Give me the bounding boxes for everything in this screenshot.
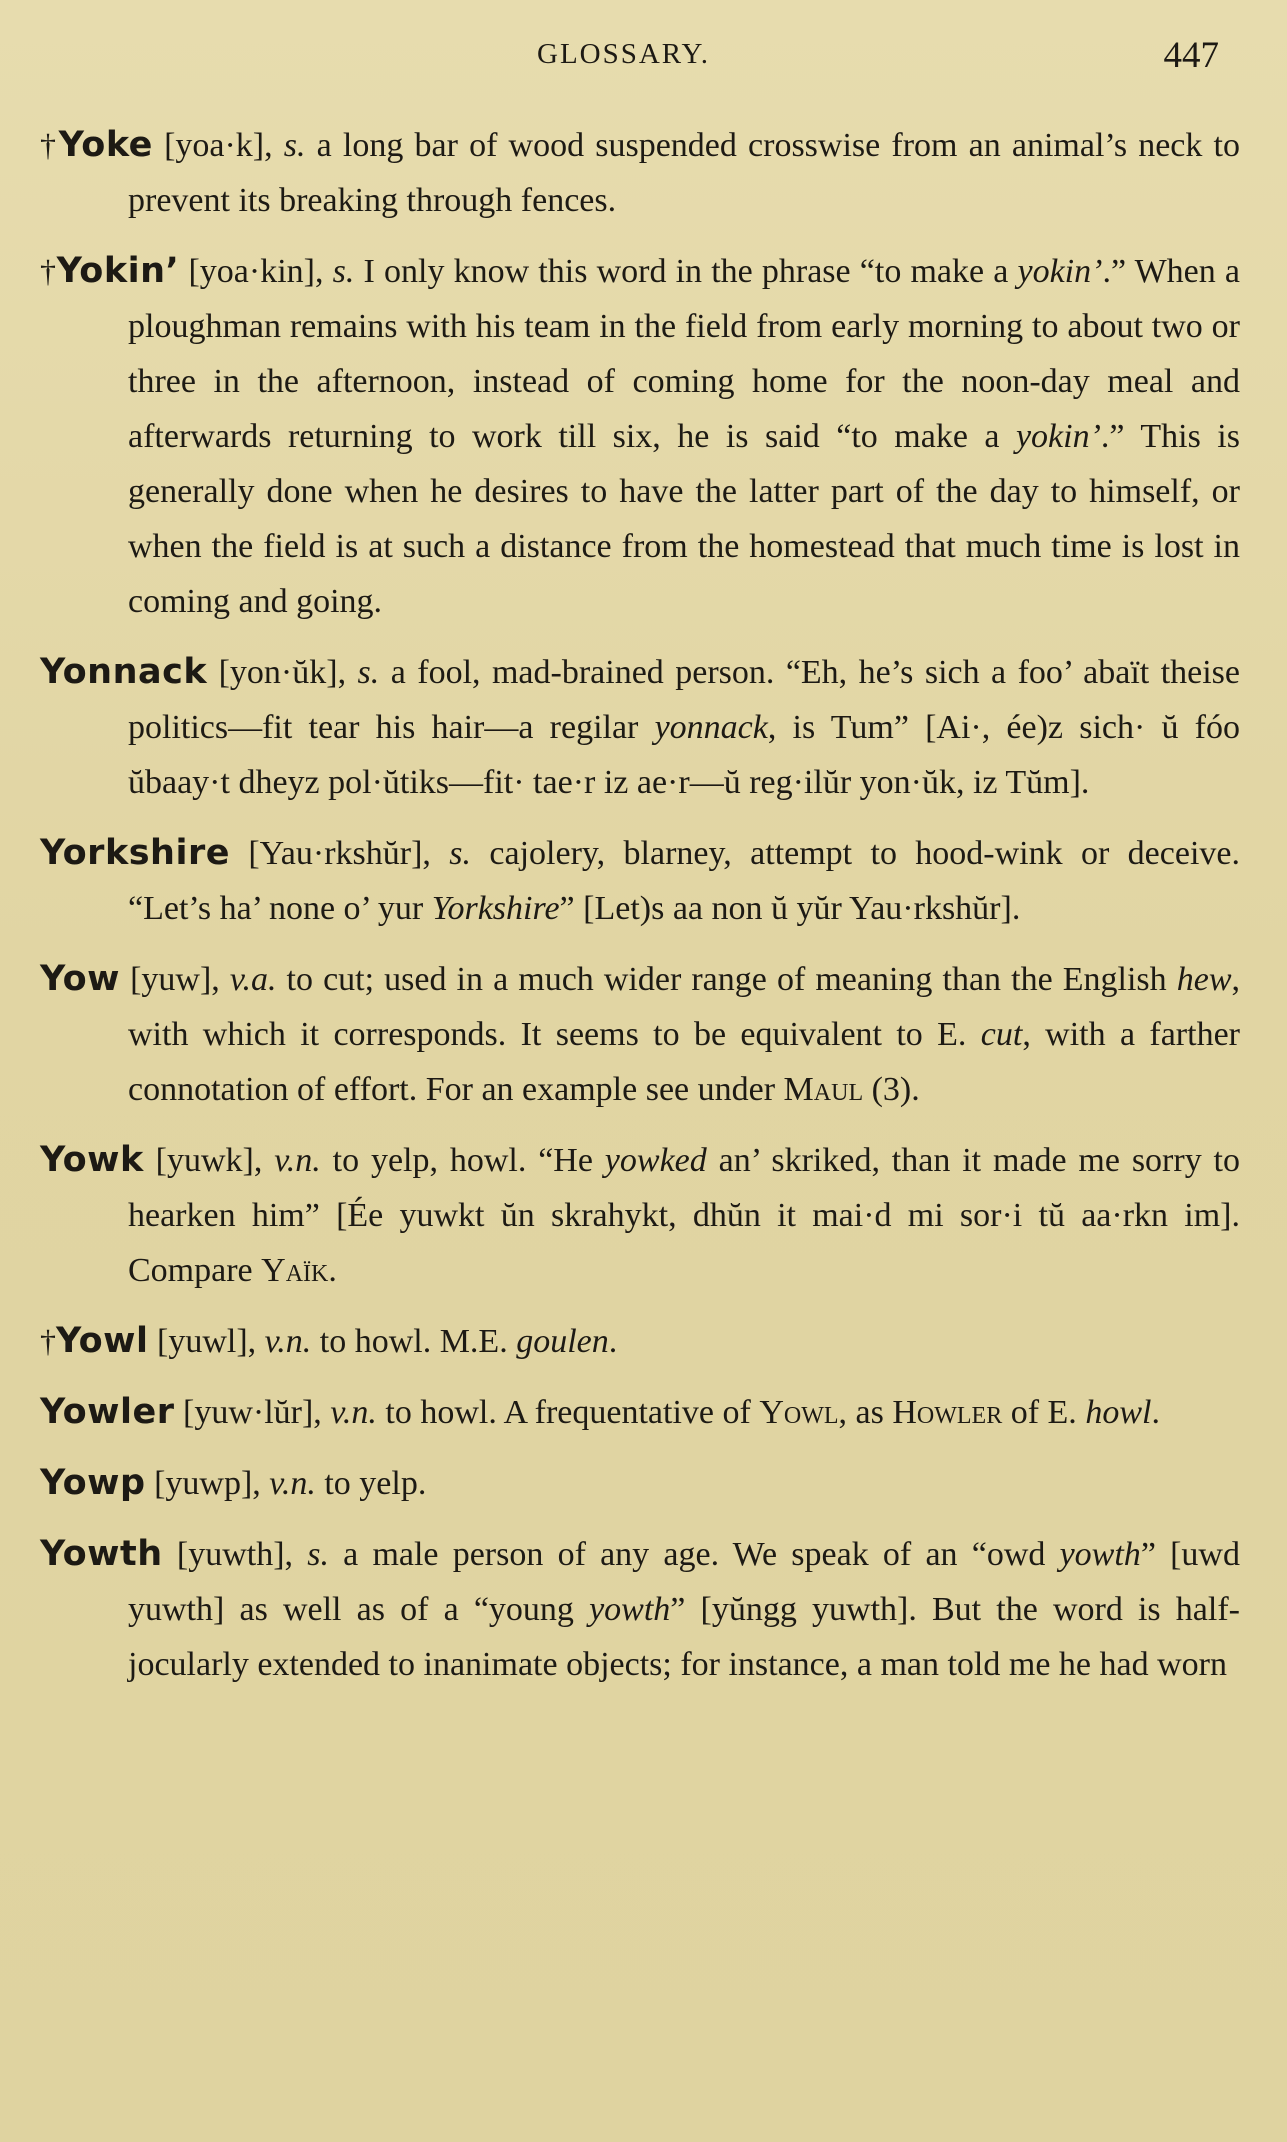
definition-text: a long bar of wood suspended crosswise from an animal’s neck to prevent its breaking through fences. [128, 127, 1240, 219]
italic-term: yokin’ [1015, 418, 1101, 455]
pronunciation: [yoa·kin], [179, 253, 333, 290]
definition-text: to howl. A frequentative of [376, 1394, 760, 1431]
pronunciation: [Yau·rkshŭr], [229, 835, 450, 872]
definition-text: , with a farther connotation of effort. For an example see under [128, 1016, 1240, 1108]
italic-term: yowked [604, 1142, 707, 1179]
italic-term: yowth [1059, 1536, 1141, 1573]
pronunciation: [yoa·k], [152, 127, 284, 164]
headword: Yowk [40, 1140, 144, 1180]
definition-text: to yelp, howl. “He [320, 1142, 605, 1179]
headword: Yowler [40, 1392, 175, 1432]
italic-term: yokin’ [1017, 253, 1103, 290]
headword: Yow [40, 959, 121, 999]
italic-term: goulen [516, 1323, 609, 1360]
headword: Yowth [40, 1534, 163, 1574]
headword: Yokin’ [56, 251, 180, 291]
part-of-speech: s. [449, 835, 472, 872]
part-of-speech: s. [357, 654, 380, 691]
cross-reference: Yowl [759, 1394, 839, 1431]
definition-text: a fool, mad-brained person. “Eh, he’s sich a foo’ abaït theise politics—fit tear his hair—a regilar [128, 654, 1240, 746]
part-of-speech: s. [283, 127, 306, 164]
pronunciation: [yuwl], [148, 1323, 265, 1360]
cross-reference: Howler [892, 1394, 1003, 1431]
pronunciation: [yuwp], [145, 1465, 270, 1502]
part-of-speech: s. [307, 1536, 329, 1573]
pronunciation: [yuwth], [162, 1536, 308, 1573]
definition-text: of E. [1002, 1394, 1086, 1431]
definition-text: a male person of any age. We speak of an “owd [328, 1536, 1060, 1573]
page-number: 447 [1163, 35, 1219, 76]
definition-text: to yelp. [315, 1465, 427, 1502]
pronunciation: [yuwk], [143, 1142, 275, 1179]
entry-yokin [40, 244, 1240, 629]
definition-text: , as [838, 1394, 893, 1431]
glossary-entries [40, 118, 1240, 1708]
definition-text: cajolery, blarney, attempt to hood-wink or deceive. “Let’s ha’ none o’ yur [128, 835, 1240, 927]
definition-text: to cut; used in a much wider range of meaning than the English [276, 961, 1177, 998]
part-of-speech: s. [332, 253, 355, 290]
dagger-mark: † [40, 1323, 56, 1359]
definition-text: (3). [863, 1071, 920, 1108]
definition-text: an’ skriked, than it made me sorry to hearken him” [Ée yuwkt ŭn skrahykt, dhŭn it mai·d mi sor·i tŭ aa·rkn im]. Compare [128, 1142, 1240, 1289]
running-title: GLOSSARY. [537, 38, 710, 70]
headword: Yowl [56, 1321, 149, 1361]
entry-yowp [40, 1456, 1240, 1511]
headword: Yoke [58, 125, 153, 165]
definition-text: ” [uwd yuwth] as well as of a “young [128, 1536, 1240, 1628]
definition-text: .” This is generally done when he desires to have the latter part of the day to himself, or when the field is at such a distance from the homestead that much time is lost in coming and going. [128, 418, 1240, 620]
definition-text: to howl. M.E. [311, 1323, 517, 1360]
entry-yowler [40, 1385, 1240, 1440]
pronunciation: [yon·ŭk], [207, 654, 358, 691]
italic-term: hew [1176, 961, 1232, 998]
definition-text: . [328, 1252, 337, 1289]
entry-yorkshire [40, 826, 1240, 936]
definition-text: .” When a ploughman remains with his team in the field from early morning to about two or three in the afternoon, instead of coming home for the noon-day meal and afterwards returning to work till six, he is said “to make a [128, 253, 1241, 455]
entry-yowl [40, 1314, 1240, 1369]
cross-reference: Maul [783, 1071, 864, 1108]
headword: Yonnack [40, 652, 208, 692]
part-of-speech: v.a. [229, 961, 277, 998]
dagger-mark: † [40, 253, 57, 289]
definition-text: ” [Let)s aa non ŭ yŭr Yau·rkshŭr]. [559, 890, 1021, 927]
definition-text: . [608, 1323, 618, 1360]
dagger-mark: † [40, 127, 59, 163]
part-of-speech: v.n. [269, 1465, 316, 1502]
running-head [0, 34, 1287, 74]
italic-term: yowth [589, 1591, 671, 1628]
headword: Yorkshire [40, 833, 230, 873]
definition-text: , with which it corresponds. It seems to be equivalent to E. [128, 961, 1241, 1053]
definition-text: , is Tum” [Ai·, ée)z sich· ŭ fóo ŭbaay·t dheyz pol·ŭtiks—fit· tae·r iz ae·r—ŭ reg·ilŭr yon·ŭk, iz Tŭm]. [128, 709, 1241, 801]
definition-text: I only know this word in the phrase “to make a [354, 253, 1018, 290]
entry-yonnack [40, 645, 1240, 810]
italic-term: yonnack [654, 709, 768, 746]
entry-yoke [40, 118, 1240, 228]
cross-reference: Yaïk [261, 1252, 329, 1289]
part-of-speech: v.n. [264, 1323, 312, 1360]
headword: Yowp [40, 1463, 146, 1503]
definition-text: ” [yŭngg yuwth]. But the word is half-jocularly extended to inanimate objects; for instance, a man told me he had worn [128, 1591, 1240, 1683]
italic-term: cut [980, 1016, 1023, 1053]
entry-yowth [40, 1527, 1240, 1692]
entry-yow [40, 952, 1240, 1117]
part-of-speech: v.n. [274, 1142, 321, 1179]
part-of-speech: v.n. [330, 1394, 377, 1431]
pronunciation: [yuw], [120, 961, 230, 998]
italic-term: Yorkshire [431, 890, 560, 927]
entry-yowk [40, 1133, 1240, 1298]
definition-text: . [1151, 1394, 1160, 1431]
italic-term: howl [1085, 1394, 1152, 1431]
pronunciation: [yuw·lŭr], [174, 1394, 331, 1431]
